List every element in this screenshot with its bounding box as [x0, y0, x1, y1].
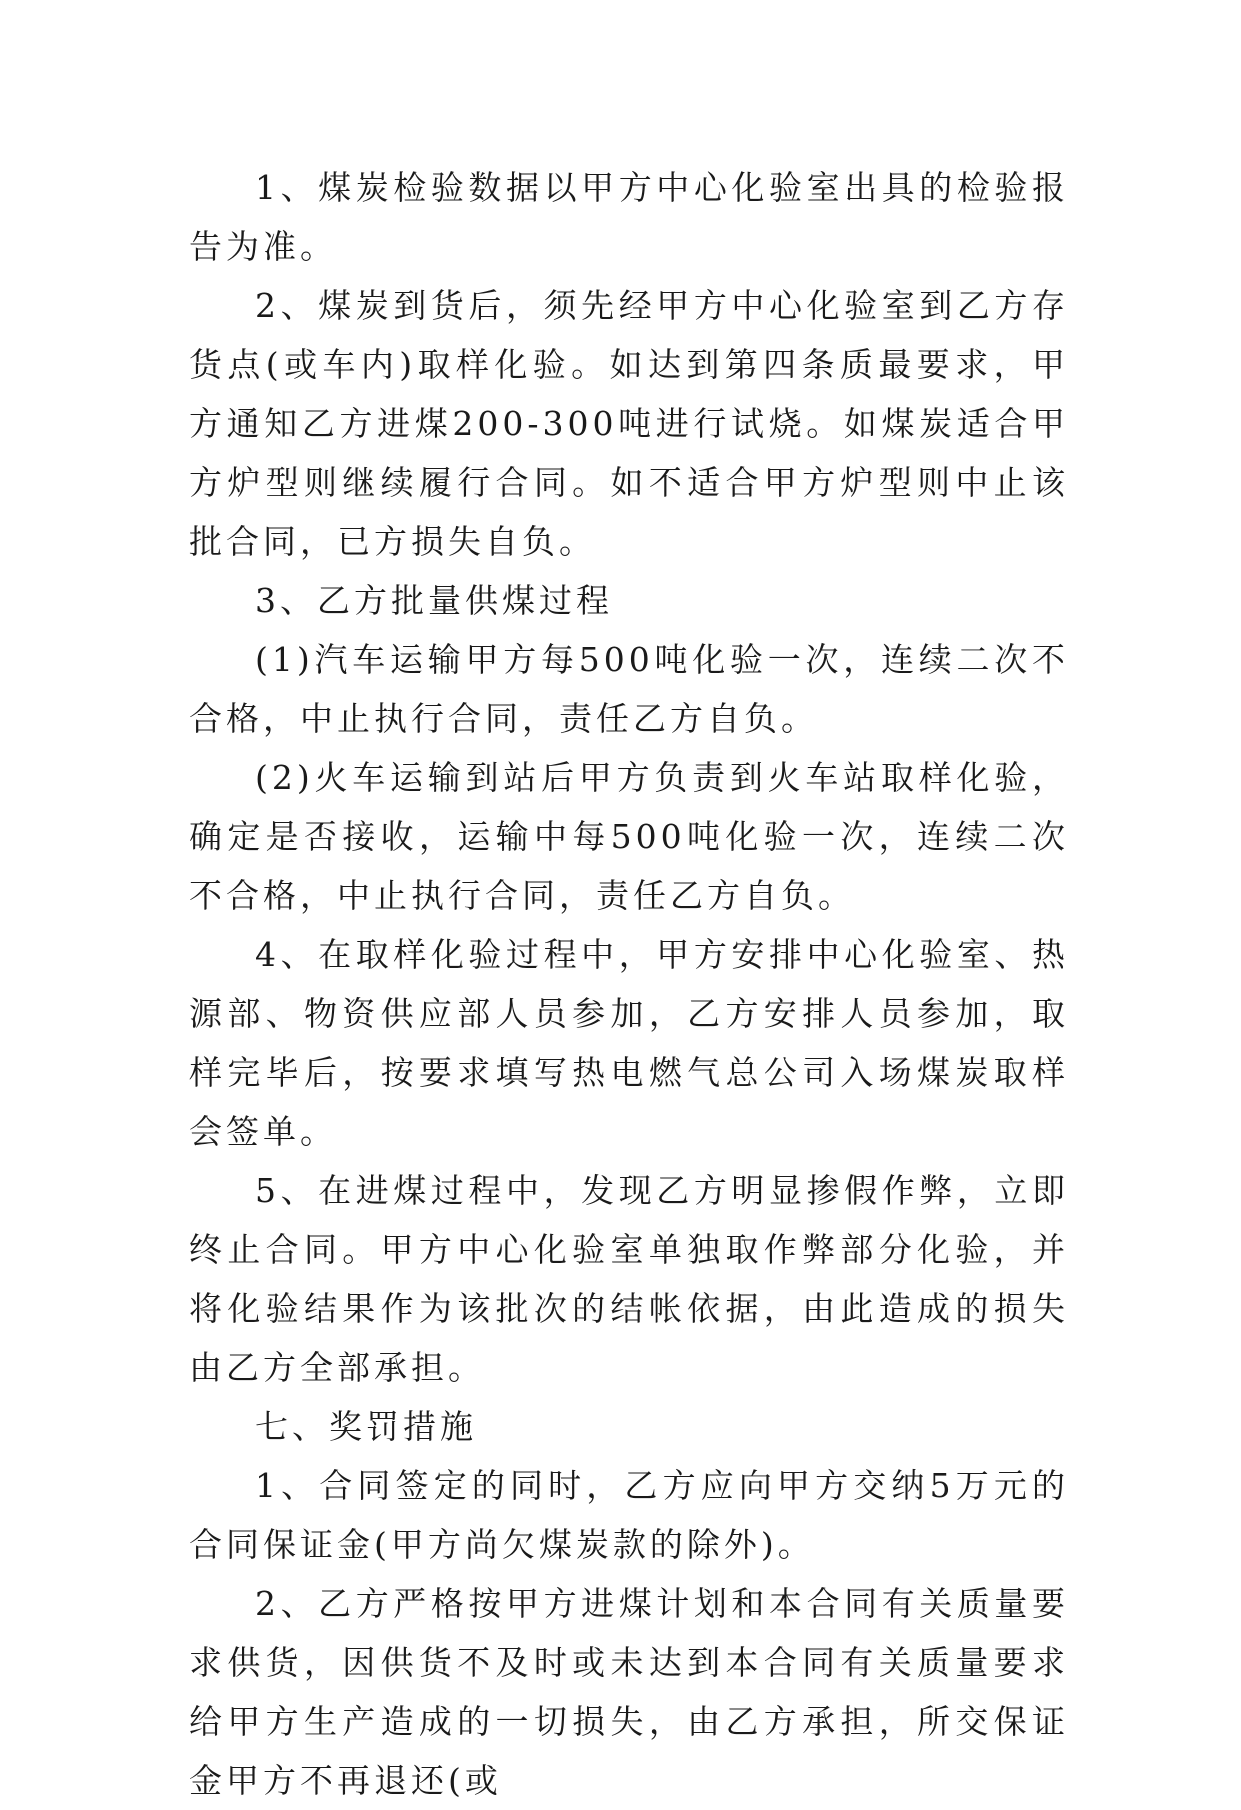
clause-paragraph: 4、在取样化验过程中，甲方安排中心化验室、热源部、物资供应部人员参加，乙方安排人员参加，取样完毕后，按要求填写热电燃气总公司入场煤炭取样会签单。	[189, 935, 1069, 1151]
clause-paragraph: 5、在进煤过程中，发现乙方明显掺假作弊，立即终止合同。甲方中心化验室单独取作弊部分化验，并将化验结果作为该批次的结帐依据，由此造成的损失由乙方全部承担。	[189, 1171, 1069, 1387]
clause-paragraph: 1、煤炭检验数据以甲方中心化验室出具的检验报告为准。	[189, 168, 1069, 266]
clause-paragraph: 1、合同签定的同时，乙方应向甲方交纳5万元的合同保证金(甲方尚欠煤炭款的除外)。	[189, 1466, 1069, 1564]
clause-paragraph: 2、煤炭到货后，须先经甲方中心化验室到乙方存货点(或车内)取样化验。如达到第四条质最要求，甲方通知乙方进煤200-300吨进行试烧。如煤炭适合甲方炉型则继续履行合同。如不适合甲方炉型则中止该批合同，已方损失自负。	[189, 286, 1069, 561]
document-body	[189, 158, 1069, 1810]
sub-clause-paragraph: (1)汽车运输甲方每500吨化验一次，连续二次不合格，中止执行合同，责任乙方自负。	[189, 640, 1069, 738]
clause-paragraph: 3、乙方批量供煤过程	[255, 581, 613, 620]
clause-paragraph: 2、乙方严格按甲方进煤计划和本合同有关质量要求供货，因供货不及时或未达到本合同有关质量要求给甲方生产造成的一切损失，由乙方承担，所交保证金甲方不再退还(或	[189, 1584, 1069, 1800]
sub-clause-paragraph: (2)火车运输到站后甲方负责到火车站取样化验，确定是否接收，运输中每500吨化验一次，连续二次不合格，中止执行合同，责任乙方自负。	[189, 758, 1069, 915]
section-heading: 七、奖罚措施	[255, 1407, 477, 1446]
